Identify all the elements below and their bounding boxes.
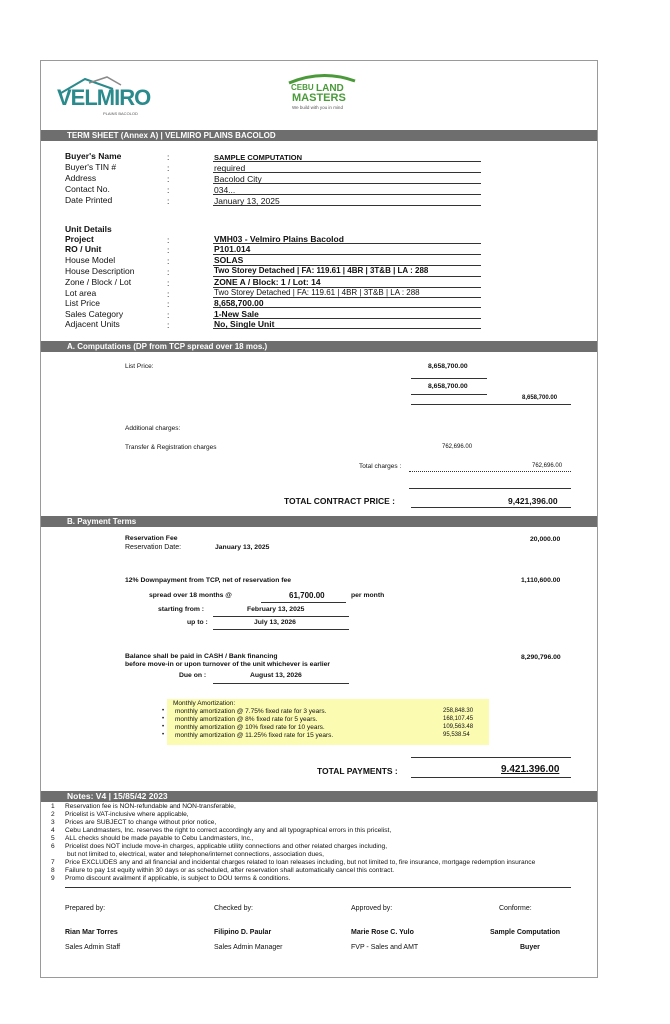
signatory-role: Prepared by: [65, 905, 106, 912]
term-sheet-title-bar: TERM SHEET (Annex A) | VELMIRO PLAINS BACOLOD [41, 130, 597, 141]
payment-terms-bar: B. Payment Terms [41, 516, 597, 527]
balance-value: 8,290,796.00 [521, 654, 561, 661]
cebu-logo-text1: CEBU [291, 83, 314, 92]
cebu-logo-tagline: We build with you in mind [292, 105, 343, 110]
note-text: ALL checks should be made payable to Cebu Landmasters, Inc., [65, 835, 254, 842]
contact-value: 034... [214, 185, 236, 195]
address-label: Address [65, 173, 97, 183]
underline [213, 161, 481, 162]
underline [213, 205, 481, 206]
up-to-value: July 13, 2026 [254, 619, 296, 626]
note-text: Cebu Landmasters, Inc. reserves the right to correct accordingly any and all typographical errors in this pricelist, [65, 827, 392, 834]
up-to-label: up to : [187, 619, 208, 626]
note-number: 9 [51, 875, 55, 882]
amortization-row-text: monthly amortization @ 7.75% fixed rate for 3 years. [175, 708, 327, 715]
note-text: but not limited to, electrical, water and telephone/internet connections, association dues, [67, 851, 324, 858]
underline [213, 254, 481, 255]
signatory-name: Sample Computation [490, 929, 561, 936]
notes-bar: Notes: V4 | 15/85/42 2023 [41, 791, 597, 802]
lot-area-label: Lot area [65, 288, 97, 298]
underline [411, 507, 571, 508]
project-label: Project [65, 234, 94, 244]
underline [411, 757, 571, 758]
house-description-value: Two Storey Detached | FA: 119.61 | 4BR | 3T&B | LA : 288 [214, 266, 429, 275]
underline [261, 602, 346, 603]
bullet: • [162, 708, 165, 714]
colon: : [167, 289, 170, 299]
zone-block-lot-value: ZONE A / Block: 1 / Lot: 14 [214, 277, 321, 287]
underline [213, 616, 349, 617]
buyer-tin-label: Buyer's TIN # [65, 162, 117, 172]
total-charges-label: Total charges : [359, 463, 402, 470]
house-model-value: SOLAS [214, 255, 244, 265]
adjacent-units-value: No, Single Unit [214, 319, 275, 329]
underline [411, 404, 571, 405]
underline [213, 183, 481, 184]
list-price-amount-3: 8,658,700.00 [522, 395, 558, 401]
amortization-row-text: monthly amortization @ 10% fixed rate for 10 years. [175, 724, 325, 731]
velmiro-logo-text: VELMIRO [57, 85, 151, 110]
zone-block-lot-label: Zone / Block / Lot [65, 277, 132, 287]
term-sheet [40, 60, 598, 978]
list-price-amount-1: 8,658,700.00 [428, 363, 468, 370]
additional-charges-label: Additional charges: [125, 425, 181, 432]
underline [213, 328, 481, 329]
due-on-label: Due on : [179, 672, 207, 679]
note-number: 4 [51, 827, 55, 834]
underline [411, 394, 487, 395]
amortization-row-value: 168,107.45 [443, 716, 474, 722]
underline [65, 887, 571, 888]
signatory-name: Marie Rose C. Yulo [351, 929, 414, 936]
signatory-title: Sales Admin Staff [65, 944, 121, 951]
signatory-name: Filipino D. Paular [214, 929, 272, 936]
cebu-logo-text2: LAND [316, 83, 344, 94]
colon: : [167, 310, 170, 320]
note-text: Promo discount availment if applicable, is subject to DOU terms & conditions. [65, 875, 291, 882]
sales-category-value: 1-New Sale [214, 309, 259, 319]
signatory-role: Checked by: [214, 905, 253, 912]
colon: : [167, 235, 170, 245]
list-price-caption: List Price: [125, 363, 154, 370]
underline [213, 629, 349, 630]
total-charges-value: 762,696.00 [532, 463, 563, 469]
underline [213, 265, 481, 266]
signatory-role: Approved by: [351, 905, 393, 912]
list-price-label: List Price [65, 298, 100, 308]
velmiro-logo-sub: PLAINS BACOLOD [103, 111, 138, 116]
buyer-name-label: Buyer's Name [65, 151, 122, 161]
contact-label: Contact No. [65, 184, 110, 194]
ro-unit-label: RO / Unit [65, 244, 102, 254]
list-price-value: 8,658,700.00 [214, 298, 264, 308]
unit-details-heading: Unit Details [65, 224, 112, 234]
note-number: 6 [51, 843, 55, 850]
note-number: 5 [51, 835, 55, 842]
colon: : [167, 245, 170, 255]
lot-area-value: Two Storey Detached | FA: 119.61 | 4BR | 3T&B | LA : 288 [214, 288, 420, 297]
computations-bar: A. Computations (DP from TCP spread over 18 mos.) [41, 341, 597, 352]
starting-from-value: February 13, 2025 [247, 606, 305, 613]
colon: : [167, 185, 170, 195]
note-text: Price EXCLUDES any and all financial and incidental charges related to loan releases including, but not limited to, fire insurance, mortgage redemption insurance [65, 859, 536, 866]
total-contract-price-value: 9,421,396.00 [508, 496, 558, 506]
colon: : [167, 299, 170, 309]
amortization-heading: Monthly Amortization: [173, 700, 236, 707]
note-text: Reservation fee is NON-refundable and NON-transferable, [65, 803, 236, 810]
signatory-name: Rian Mar Torres [65, 929, 118, 936]
underline [213, 243, 481, 244]
amortization-row-text: monthly amortization @ 8% fixed rate for 5 years. [175, 716, 318, 723]
due-on-value: August 13, 2026 [250, 672, 302, 679]
colon: : [167, 152, 170, 162]
house-model-label: House Model [65, 255, 116, 265]
note-text: Failure to pay 1st equity within 30 days or as scheduled, after reservation shall automatically cancel this contract. [65, 867, 395, 874]
downpayment-label: 12% Downpayment from TCP, net of reservation fee [125, 577, 292, 584]
cebu-logo-text3: MASTERS [292, 92, 346, 104]
ro-unit-value: P101.014 [214, 244, 251, 254]
reservation-fee-label: Reservation Fee [125, 535, 178, 542]
reservation-date-value: January 13, 2025 [215, 544, 270, 551]
signatory-title: Buyer [520, 944, 540, 951]
colon: : [167, 320, 170, 330]
signatory-role: Conforme: [499, 905, 532, 912]
date-printed-label: Date Printed [65, 195, 113, 205]
signatory-title: Sales Admin Manager [214, 944, 283, 951]
reservation-date-label: Reservation Date: [125, 544, 182, 551]
note-number: 7 [51, 859, 55, 866]
bullet: • [162, 716, 165, 722]
underline [213, 683, 349, 684]
amortization-row-text: monthly amortization @ 11.25% fixed rate for 15 years. [175, 732, 334, 739]
colon: : [167, 256, 170, 266]
note-number: 2 [51, 811, 55, 818]
house-description-label: House Description [65, 266, 135, 276]
adjacent-units-label: Adjacent Units [65, 319, 120, 329]
colon: : [167, 163, 170, 173]
colon: : [167, 267, 170, 277]
buyer-name-value: SAMPLE COMPUTATION [214, 153, 303, 162]
balance-line-1: Balance shall be paid in CASH / Bank financing [125, 653, 278, 660]
underline [411, 777, 571, 778]
velmiro-logo [55, 73, 151, 119]
colon: : [167, 196, 170, 206]
sales-category-label: Sales Category [65, 309, 124, 319]
signatory-title: FVP - Sales and AMT [351, 944, 419, 951]
address-value: Bacolod City [214, 174, 262, 184]
underline [409, 488, 571, 489]
bullet: • [162, 732, 165, 738]
starting-from-label: starting from : [158, 606, 205, 613]
list-price-amount-2: 8,658,700.00 [428, 383, 468, 390]
note-number: 8 [51, 867, 55, 874]
note-number: 1 [51, 803, 55, 810]
reservation-fee-value: 20,000.00 [530, 536, 561, 543]
underline [213, 318, 481, 319]
date-printed-value: January 13, 2025 [214, 196, 280, 206]
project-value: VMH03 - Velmiro Plains Bacolod [214, 234, 344, 244]
total-contract-price-label: TOTAL CONTRACT PRICE : [284, 496, 395, 506]
bullet: • [162, 724, 165, 730]
underline [213, 276, 481, 277]
note-text: Pricelist does NOT include move-in charges, applicable utility connections and other related charges including, [65, 843, 388, 850]
buyer-tin-value: required [214, 163, 246, 173]
spread-label: spread over 18 months @ [149, 592, 232, 599]
transfer-registration-label: Transfer & Registration charges [125, 444, 217, 451]
colon: : [167, 278, 170, 288]
transfer-registration-value: 762,696.00 [442, 444, 473, 450]
underline [409, 471, 571, 472]
per-month-label: per month [351, 592, 385, 599]
note-text: Prices are SUBJECT to change without prior notice, [65, 819, 217, 826]
underline [213, 172, 481, 173]
total-payments-label: TOTAL PAYMENTS : [317, 766, 398, 776]
note-text: Pricelist is VAT-inclusive where applicable, [65, 811, 189, 818]
colon: : [167, 174, 170, 184]
spread-amount: 61,700.00 [289, 591, 325, 600]
underline [213, 287, 481, 288]
underline [411, 378, 487, 379]
underline [213, 194, 481, 195]
amortization-row-value: 109,563.48 [443, 724, 474, 730]
underline [213, 297, 481, 298]
amortization-row-value: 258,848.30 [443, 708, 474, 714]
underline [213, 307, 481, 308]
note-number: 3 [51, 819, 55, 826]
total-payments-value: 9.421.396.00 [501, 764, 560, 775]
balance-line-2: before move-in or upon turnover of the unit whichever is earlier [125, 661, 331, 668]
cebu-landmasters-logo [283, 73, 363, 113]
amortization-row-value: 95,538.54 [443, 732, 470, 738]
downpayment-value: 1,110,600.00 [521, 577, 561, 584]
